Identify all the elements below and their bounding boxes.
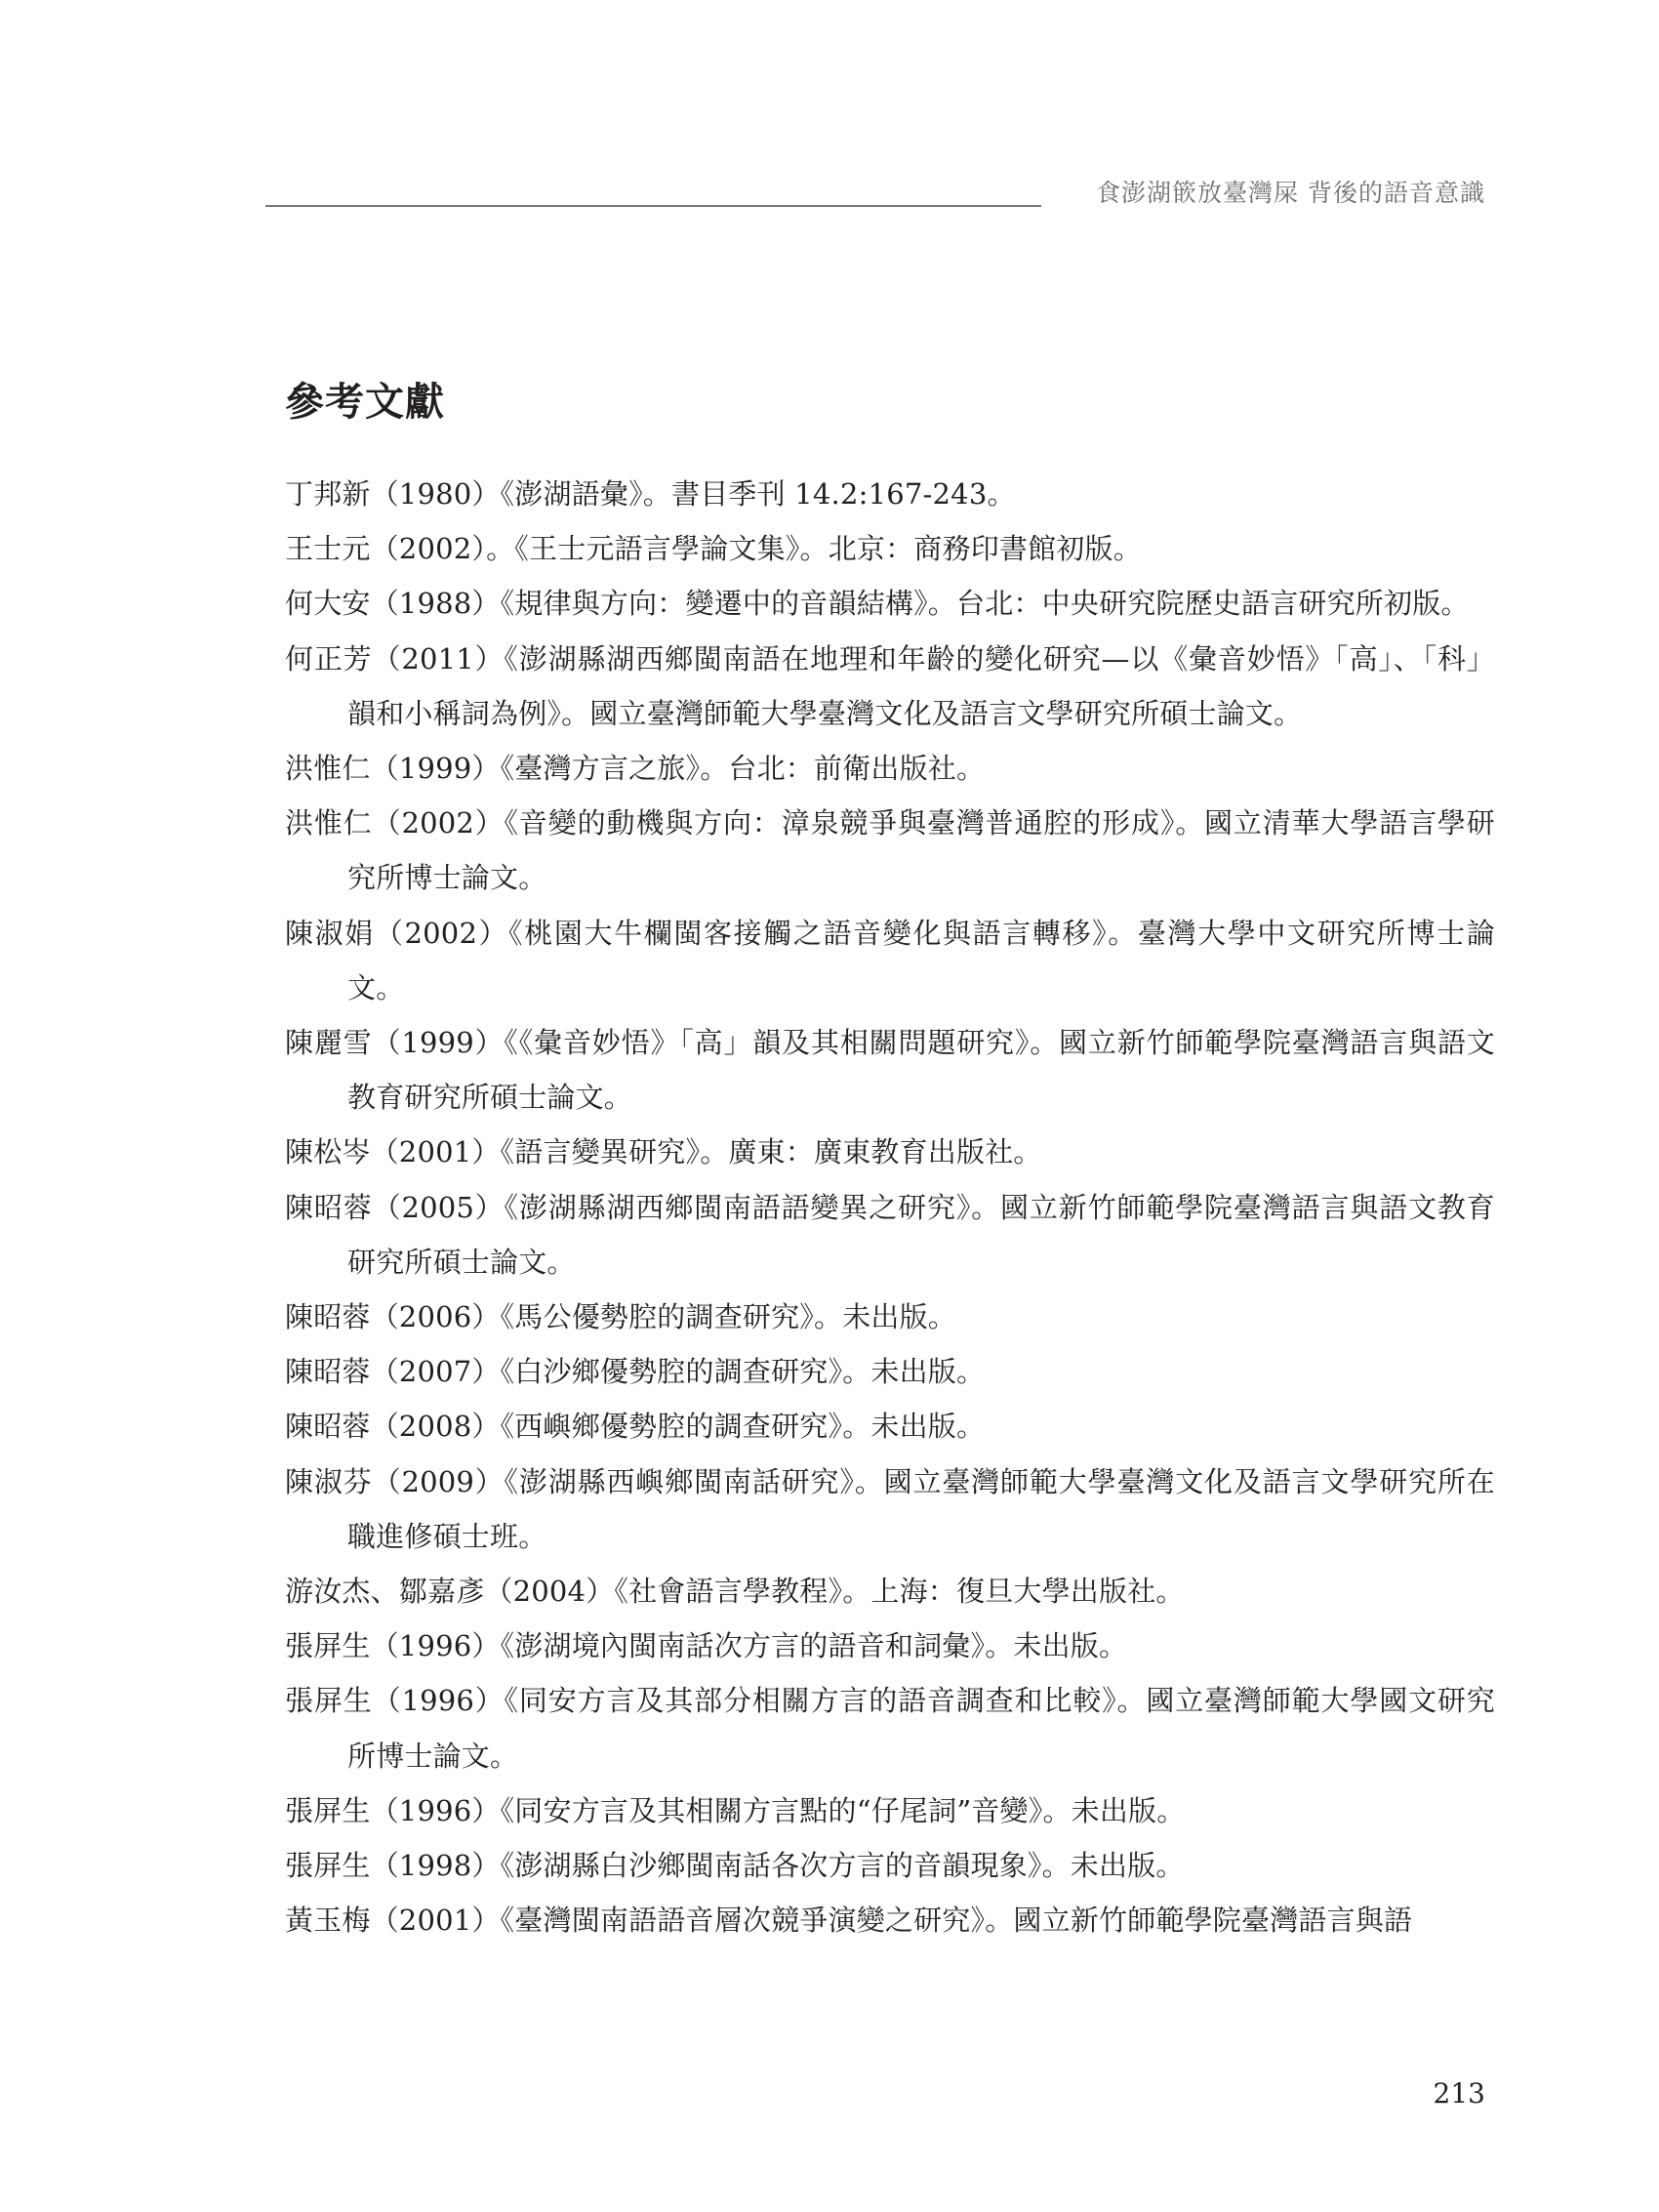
reference-entry: 何大安（1988）《規律與方向：變遷中的音韻結構》。台北：中央研究院歷史語言研究所初版。 [285, 587, 1470, 621]
reference-list [285, 467, 1495, 1947]
page-number: 213 [1433, 2077, 1485, 2110]
reference-entry: 陳麗雪（1999）《《彙音妙悟》「高」韻及其相關問題研究》。國立新竹師範學院臺灣語言與語文教育研究所碩士論文。 [285, 1026, 1495, 1115]
reference-entry: 何正芳（2011）《澎湖縣湖西鄉閩南語在地理和年齡的變化研究—以《彙音妙悟》「高」、「科」韻和小稱詞為例》。國立臺灣師範大學臺灣文化及語言文學研究所碩士論文。 [285, 641, 1495, 730]
reference-entry: 洪惟仁（1999）《臺灣方言之旅》。台北：前衛出版社。 [285, 752, 986, 786]
reference-entry: 張屏生（1996）《同安方言及其部分相關方言的語音調查和比較》。國立臺灣師範大學國文研究所博士論文。 [285, 1684, 1495, 1773]
reference-entry: 張屏生（1998）《澎湖縣白沙鄉閩南話各次方言的音韻現象》。未出版。 [285, 1849, 1185, 1883]
header-rule [265, 205, 1041, 207]
reference-entry: 王士元（2002）。《王士元語言學論文集》。北京：商務印書館初版。 [285, 532, 1142, 566]
section-heading: 參考文獻 [285, 379, 445, 425]
reference-entry: 陳昭蓉（2006）《馬公優勢腔的調查研究》。未出版。 [285, 1300, 957, 1334]
reference-entry: 陳淑芬（2009）《澎湖縣西嶼鄉閩南話研究》。國立臺灣師範大學臺灣文化及語言文學研究所在職進修碩士班。 [285, 1464, 1495, 1553]
reference-entry: 張屏生（1996）《澎湖境內閩南話次方言的語音和詞彙》。未出版。 [285, 1629, 1128, 1663]
reference-entry: 陳昭蓉（2007）《白沙鄉優勢腔的調查研究》。未出版。 [285, 1355, 986, 1389]
running-header [265, 166, 1485, 215]
reference-entry: 陳松岑（2001）《語言變異研究》。廣東：廣東教育出版社。 [285, 1135, 1042, 1169]
reference-entry: 黃玉梅（2001）《臺灣閩南語語音層次競爭演變之研究》。國立新竹師範學院臺灣語言與語 [285, 1904, 1413, 1938]
reference-entry: 張屏生（1996）《同安方言及其相關方言點的“仔尾詞”音變》。未出版。 [285, 1793, 1186, 1827]
reference-entry: 陳昭蓉（2005）《澎湖縣湖西鄉閩南語語變異之研究》。國立新竹師範學院臺灣語言與語文教育研究所碩士論文。 [285, 1190, 1495, 1279]
reference-entry: 丁邦新（1980）《澎湖語彙》。書目季刊 14.2:167-243。 [285, 477, 1016, 511]
running-title: 食澎湖篏放臺灣屎 背後的語音意識 [1096, 179, 1485, 207]
reference-entry: 洪惟仁（2002）《音變的動機與方向：漳泉競爭與臺灣普通腔的形成》。國立清華大學語言學研究所博士論文。 [285, 806, 1495, 895]
reference-entry: 游汝杰、鄒嘉彥（2004）《社會語言學教程》。上海：復旦大學出版社。 [285, 1575, 1185, 1609]
reference-entry: 陳昭蓉（2008）《西嶼鄉優勢腔的調查研究》。未出版。 [285, 1410, 986, 1444]
reference-entry: 陳淑娟（2002）《桃園大牛欄閩客接觸之語音變化與語言轉移》。臺灣大學中文研究所博士論文。 [285, 916, 1495, 1004]
